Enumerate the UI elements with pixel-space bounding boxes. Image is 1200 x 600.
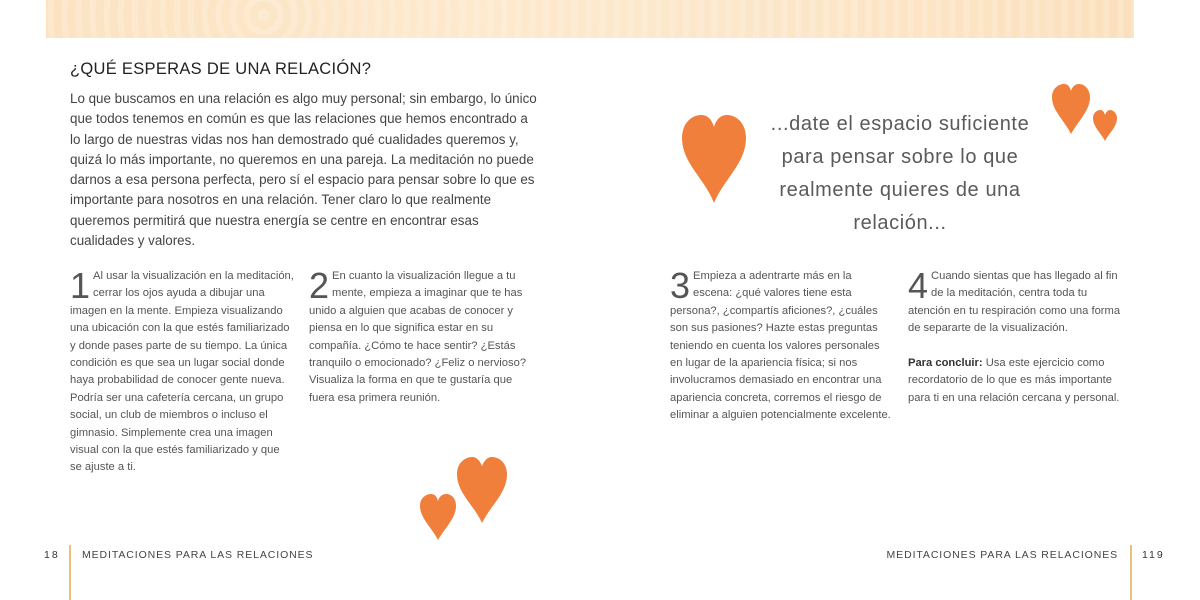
page-number-left: 18 (44, 549, 60, 561)
step-text: Al usar la visualización en la meditación, cerrar los ojos ayuda a dibujar una imagen en la mente. Empieza visualizando una ubicación con la que estés familiarizado y donde pases parte de su tiempo. La única condición es que sea un lugar social donde haya probabilidad de conocer gente nueva. Podría ser una cafetería cercana, un grupo social, un club de miembros o incluso el gimnasio. Simplemente crea una imagen visual con la que estés familiarizado y que se ajuste a ti. (70, 270, 294, 474)
footer-divider (69, 545, 71, 600)
step-text: En cuanto la visualización llegue a tu mente, empieza a imaginar que te has unido a alguien que acabas de conocer y piensa en lo que significa estar en su compañía. ¿Cómo te hace sentir? ¿Estás tranquilo o emocionado? ¿Feliz o nervioso? Visualiza la forma en que te gustaría que fuera esa primera reunión. (309, 270, 527, 404)
footer-divider (1130, 545, 1132, 600)
step-text: Empieza a adentrarte más en la escena: ¿qué valores tiene esta persona?, ¿compartís aficiones?, ¿cuáles son sus pasiones? Hazte estas preguntas teniendo en cuenta los valores personales en lugar de la apariencia física; si nos involucramos demasiado en encontrar una apariencia concreta, corremos el riesgo de eliminar a alguien potencialmente excelente. (670, 270, 891, 422)
page-number-right: 119 (1142, 549, 1165, 561)
running-footer-right: MEDITACIONES PARA LAS RELACIONES (886, 549, 1118, 561)
step-number: 1 (70, 265, 91, 306)
step-text: Cuando sientas que has llegado al fin de la meditación, centra toda tu atención en tu respiración como una forma de separarte de la visualización. (908, 270, 1121, 335)
heart-icon (680, 113, 748, 205)
step-1 (70, 265, 294, 477)
step-3 (670, 265, 892, 425)
heart-icon (1050, 82, 1092, 136)
conclusion-paragraph (908, 355, 1130, 407)
section-heading: ¿QUÉ ESPERAS DE UNA RELACIÓN? (70, 60, 372, 78)
step-2 (309, 265, 531, 407)
heart-icon (418, 492, 458, 542)
pull-quote: ...date el espacio suficiente para pensar sobre lo que realmente quieres de una relación... (770, 113, 1030, 234)
step-4 (908, 265, 1130, 338)
step-number: 2 (309, 265, 330, 306)
step-number: 3 (670, 265, 691, 306)
heart-icon (455, 455, 509, 525)
conclusion-text: Usa este ejercicio como recordatorio de lo que es más importante para ti en una relación cercana y personal. (908, 357, 1120, 404)
decorative-top-banner (46, 0, 1134, 38)
heart-icon (1092, 109, 1118, 143)
running-footer-left: MEDITACIONES PARA LAS RELACIONES (82, 549, 314, 561)
conclusion-label: Para concluir: (908, 357, 983, 369)
step-number: 4 (908, 265, 929, 306)
intro-paragraph: Lo que buscamos en una relación es algo muy personal; sin embargo, lo único que todos tenemos en común es que las relaciones que hemos encontrado a lo largo de nuestras vidas nos han demostrado qué cualidades queremos y, quizá lo más importante, no queremos en una pareja. La meditación no puede darnos a esa persona perfecta, pero sí el espacio para pensar sobre lo que es importante para nosotros en una relación. Tener claro lo que realmente queremos permitirá que nuestra energía se centre en encontrar esas cualidades y valores. (70, 91, 537, 249)
